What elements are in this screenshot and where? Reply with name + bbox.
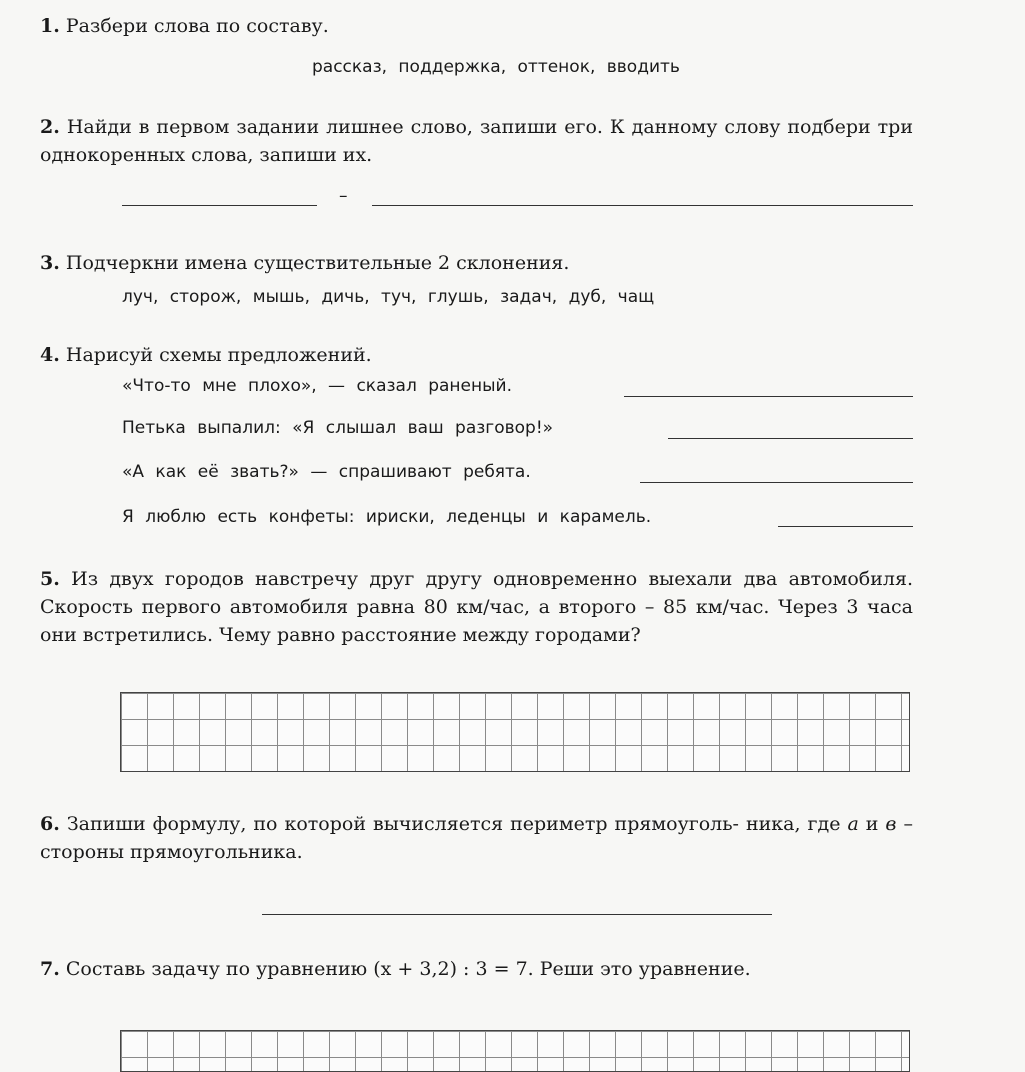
task-4-scheme-line-1[interactable] <box>624 396 913 397</box>
task-3 <box>40 249 913 277</box>
task-4 <box>40 341 913 369</box>
task-2-dash: – <box>339 186 348 206</box>
task-1 <box>40 12 913 40</box>
task-4-sentence-1: «Что-то мне плохо», — сказал раненый. <box>122 376 512 396</box>
task-2-instruction: Найди в первом задании лишнее слово, запиши его. К данному слову подбери три однокоренных слова, запиши их. <box>40 116 914 166</box>
task-4-scheme-line-3[interactable] <box>640 482 913 483</box>
task-1-instruction: Разбери слова по составу. <box>65 15 329 37</box>
task-5-number: 5. <box>40 568 60 590</box>
task-5 <box>40 565 913 649</box>
task-1-words: рассказ, поддержка, оттенок, вводить <box>312 57 680 77</box>
task-3-instruction: Подчеркни имена существительные 2 склонения. <box>65 252 570 274</box>
task-6-variable-a: а <box>847 813 859 835</box>
task-5-problem: Из двух городов навстречу друг другу одновременно выехали два автомобиля. Скорость первого автомобиля равна 80 км/час, а второго – 85 км/час. Через 3 часа они встретились. Чему равно расстояние между городами? <box>40 568 913 646</box>
task-4-number: 4. <box>40 344 60 366</box>
task-4-scheme-line-4[interactable] <box>778 526 913 527</box>
task-2 <box>40 113 913 169</box>
task-3-words: луч, сторож, мышь, дичь, туч, глушь, задач, дуб, чащ <box>122 287 655 307</box>
task-2-answer-line-word[interactable] <box>122 205 317 206</box>
task-4-sentence-3: «А как её звать?» — спрашивают ребята. <box>122 462 531 482</box>
task-7-instruction: Составь задачу по уравнению (x + 3,2) : 3 = 7. Реши это уравнение. <box>65 958 751 980</box>
task-6 <box>40 810 913 866</box>
task-2-number: 2. <box>40 116 60 138</box>
task-6-instruction-a: Запиши формулу, по которой вычисляется периметр прямоуголь- ника, где <box>66 813 848 835</box>
task-6-instruction-b: – стороны прямоугольника. <box>40 813 913 863</box>
task-4-instruction: Нарисуй схемы предложений. <box>65 344 372 366</box>
task-7-answer-grid[interactable] <box>120 1030 910 1072</box>
task-3-number: 3. <box>40 252 60 274</box>
task-5-answer-grid[interactable] <box>120 692 910 772</box>
task-1-number: 1. <box>40 15 60 37</box>
task-6-instruction-mid: и <box>858 813 886 835</box>
task-7 <box>40 955 913 983</box>
task-6-number: 6. <box>40 813 60 835</box>
task-7-number: 7. <box>40 958 60 980</box>
task-2-answer-line-related[interactable] <box>372 205 913 206</box>
task-6-variable-b: в <box>885 813 897 835</box>
task-6-answer-line[interactable] <box>262 914 772 915</box>
task-4-sentence-2: Петька выпалил: «Я слышал ваш разговор!» <box>122 418 554 438</box>
task-4-scheme-line-2[interactable] <box>668 438 913 439</box>
task-4-sentence-4: Я люблю есть конфеты: ириски, леденцы и карамель. <box>122 507 652 527</box>
